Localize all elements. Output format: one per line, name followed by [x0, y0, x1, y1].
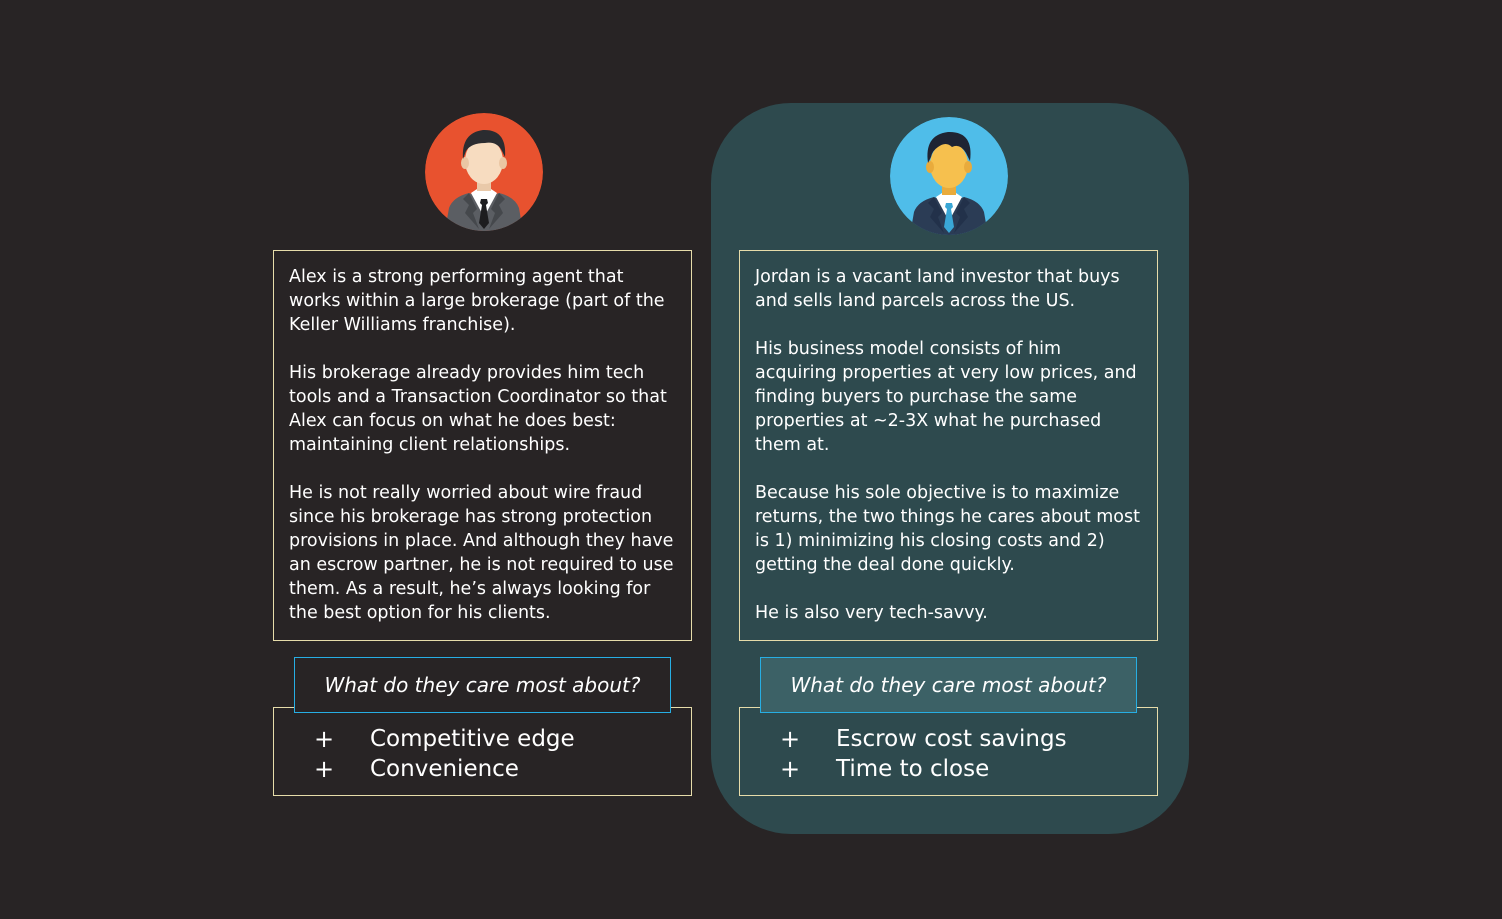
alex-bio-box	[273, 250, 692, 641]
care-label: Escrow cost savings	[836, 726, 1067, 752]
jordan-cares-box	[739, 707, 1158, 796]
plus-icon: +	[780, 725, 801, 753]
alex-bio-paragraph: He is not really worried about wire fraud since his brokerage has strong protection provisions in place. And although they have an escrow partner, he is not required to use them. As a result, he’s always looking for the best option for his clients.	[289, 483, 674, 623]
plus-icon: +	[314, 755, 335, 783]
care-item	[274, 754, 691, 784]
jordan-bio-paragraph: Because his sole objective is to maximize returns, the two things he cares about most is 1) minimizing his closing costs and 2) getting the deal done quickly.	[755, 483, 1140, 575]
jordan-bio-paragraph: His business model consists of him acquiring properties at very low prices, and finding buyers to purchase the same properties at ~2-3X what he purchased them at.	[755, 339, 1137, 455]
alex-avatar-icon	[425, 113, 543, 231]
plus-icon: +	[780, 755, 801, 783]
alex-bio-paragraph: Alex is a strong performing agent that works within a large brokerage (part of the Keller Williams franchise).	[289, 267, 665, 335]
alex-cares-box	[273, 707, 692, 796]
plus-icon: +	[314, 725, 335, 753]
care-item	[274, 724, 691, 754]
jordan-avatar-icon	[890, 117, 1008, 235]
alex-question-label: What do they care most about?	[294, 657, 671, 713]
care-label: Time to close	[836, 756, 990, 782]
care-item	[740, 754, 1157, 784]
jordan-bio-paragraph: Jordan is a vacant land investor that buys and sells land parcels across the US.	[755, 267, 1120, 311]
care-item	[740, 724, 1157, 754]
jordan-question-label: What do they care most about?	[760, 657, 1137, 713]
jordan-bio-box	[739, 250, 1158, 641]
jordan-bio-paragraph: He is also very tech-savvy.	[755, 603, 988, 623]
alex-bio-paragraph: His brokerage already provides him tech tools and a Transaction Coordinator so that Alex can focus on what he does best: maintaining client relationships.	[289, 363, 667, 455]
care-label: Competitive edge	[370, 726, 575, 752]
care-label: Convenience	[370, 756, 519, 782]
